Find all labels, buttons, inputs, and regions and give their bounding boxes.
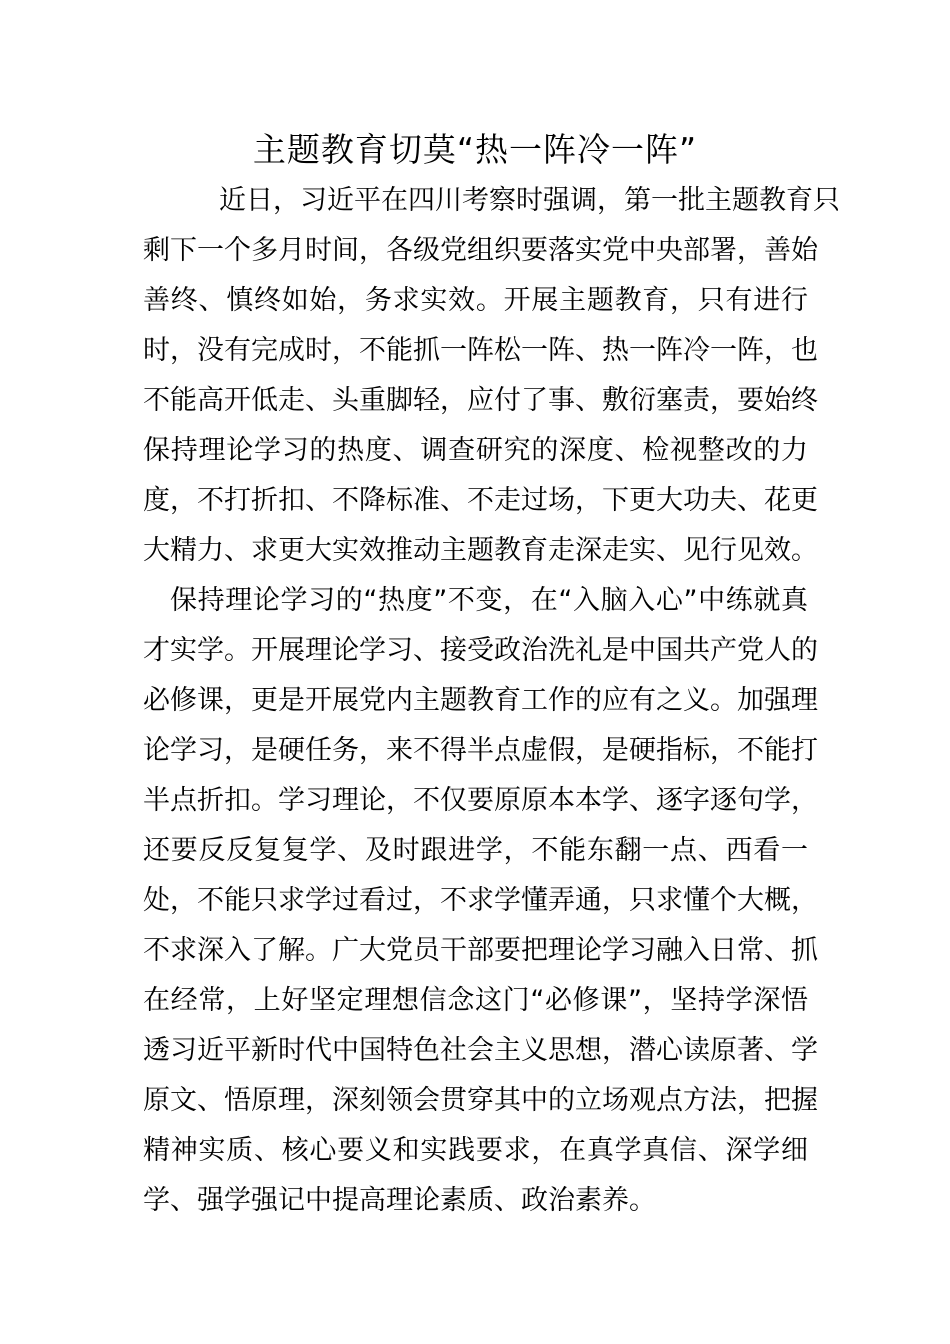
- paragraph-line: 剩下一个多月时间，各级党组织要落实党中央部署，善始: [143, 235, 818, 266]
- paragraph-line: 半点折扣。学习理论，不仅要原原本本学、逐字逐句学，: [143, 785, 818, 816]
- paragraph-line: 大精力、求更大实效推动主题教育走深走实、见行见效。: [143, 535, 818, 566]
- paragraph-line: 保持理论学习的热度、调查研究的深度、检视整改的力: [143, 435, 808, 466]
- paragraph-line: 原文、悟原理，深刻领会贯穿其中的立场观点方法，把握: [143, 1085, 818, 1116]
- document-title: 主题教育切莫“热一阵冷一阵”: [252, 130, 698, 169]
- paragraph-line: 近日，习近平在四川考察时强调，第一批主题教育只: [219, 185, 840, 216]
- paragraph-line: 不求深入了解。广大党员干部要把理论学习融入日常、抓: [143, 935, 818, 966]
- paragraph-line: 论学习，是硬任务，来不得半点虚假，是硬指标，不能打: [143, 735, 818, 766]
- paragraph-line: 时，没有完成时，不能抓一阵松一阵、热一阵冷一阵，也: [143, 335, 818, 366]
- paragraph-line: 透习近平新时代中国特色社会主义思想，潜心读原著、学: [143, 1035, 818, 1066]
- paragraph-line: 度，不打折扣、不降标准、不走过场，下更大功夫、花更: [143, 485, 818, 516]
- paragraph-line: 保持理论学习的“热度”不变，在“入脑入心”中练就真: [170, 585, 808, 616]
- paragraph-line: 精神实质、核心要义和实践要求，在真学真信、深学细: [143, 1135, 808, 1166]
- paragraph-line: 处，不能只求学过看过，不求学懂弄通，只求懂个大概，: [143, 885, 818, 916]
- paragraph-line: 才实学。开展理论学习、接受政治洗礼是中国共产党人的: [143, 635, 818, 666]
- paragraph-line: 不能高开低走、头重脚轻，应付了事、敷衍塞责，要始终: [143, 385, 818, 416]
- paragraph-line: 还要反反复复学、及时跟进学，不能东翻一点、西看一: [143, 835, 808, 866]
- paragraph-line: 必修课，更是开展党内主题教育工作的应有之义。加强理: [143, 685, 818, 716]
- paragraph-line: 在经常，上好坚定理想信念这门“必修课”，坚持学深悟: [143, 985, 808, 1016]
- paragraph-line: 善终、慎终如始，务求实效。开展主题教育，只有进行: [143, 285, 808, 316]
- paragraph-line: 学、强学强记中提高理论素质、政治素养。: [143, 1185, 656, 1216]
